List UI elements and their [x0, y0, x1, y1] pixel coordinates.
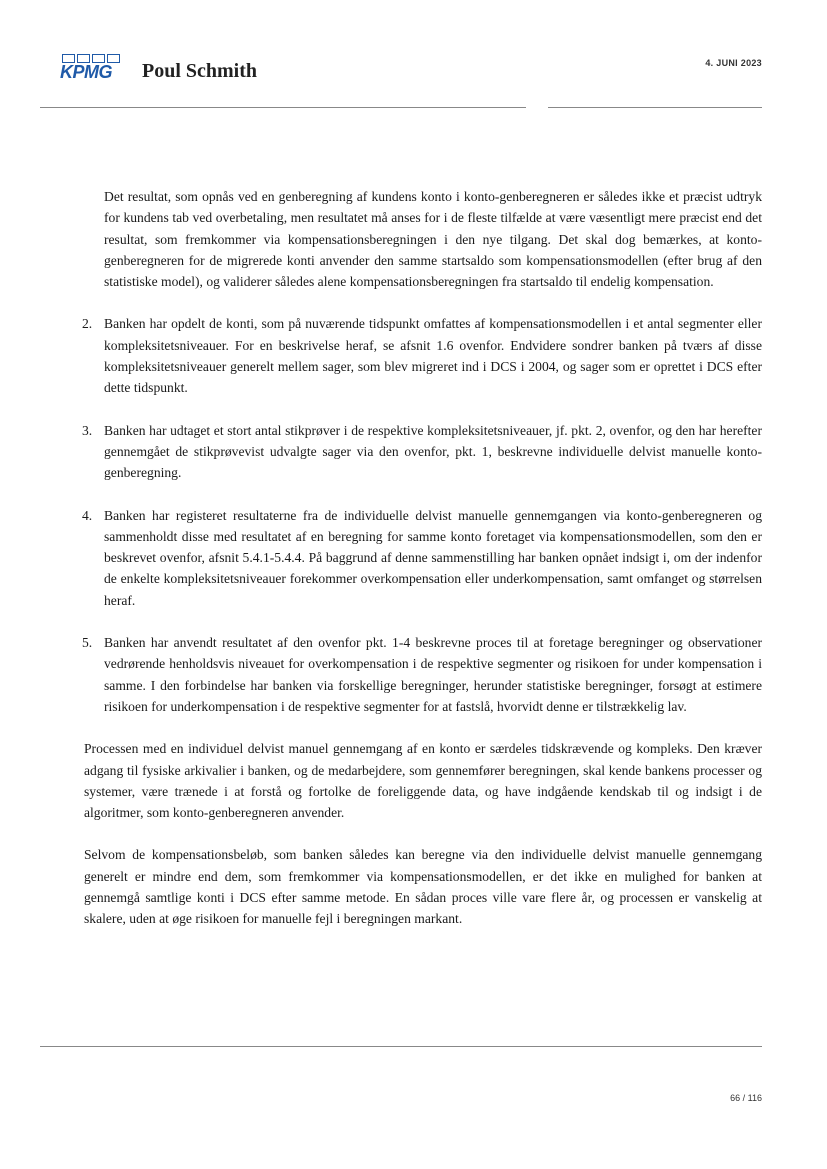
page-header [60, 52, 762, 92]
list-item-number: 2. [82, 316, 93, 332]
header-rule-right [548, 107, 762, 108]
body-paragraph: Processen med en individuel delvist manuel gennemgang af en konto er særdeles tidskrævende og kompleks. Den kræver adgang til fysiske arkivalier i banken, og de medarbejdere, som gennemfører beregningen, skal kende bankens processer og systemer, være trænede i at forstå og fortolke de foreliggende data, og have indgående kendskab til og indsigt i de algoritmer, som konto-genberegneren anvender. [84, 741, 762, 821]
document-body [84, 186, 762, 951]
list-item-text: Banken har udtaget et stort antal stikprøver i de respektive kompleksitetsniveauer, jf. pkt. 2, ovenfor, og den har herefter gennemgået de stikprøvevist udvalgte sager via den ovenfor, pkt. 1, beskrevne individuelle delvist manuelle konto-genberegning. [104, 422, 762, 481]
logo-text: KPMG [60, 62, 112, 82]
list-item-number: 3. [82, 422, 93, 438]
list-item [82, 505, 762, 611]
body-paragraph: Selvom de kompensationsbeløb, som banken således kan beregne via den individuelle delvist manuelle gennemgang generelt er mindre end dem, som fremkommer via kompensationsmodellen, er det ikke en mulighed for banken at gennemgå samtlige konti i DCS efter samme metode. En sådan proces ville vare flere år, og processen er vanskelig at skalere, uden at øge risikoen for manuelle fejl i beregningen markant. [84, 847, 762, 927]
list-item-text: Banken har anvendt resultatet af den ovenfor pkt. 1-4 beskrevne proces til at foretage beregninger og observationer vedrørende henholdsvis niveauet for overkompensation i de respektive segmenter og risikoen for under kompensation i samme. I den forbindelse har banken via forskellige beregninger, herunder statistiske beregninger, forsøgt at estimere risikoen for underkompensation i de respektive segmenter for at fastslå, hvorvidt denne er tilstrækkelig lav. [104, 635, 762, 714]
footer-rule [40, 1046, 762, 1047]
list-item-number: 4. [82, 507, 93, 523]
list-item [82, 313, 762, 398]
list-item-text: Banken har registeret resultaterne fra de individuelle delvist manuelle gennemgangen via konto-genberegneren og sammenholdt disse med resultatet af en beregning for samme konto foretaget via kompensationsmodellen, som den er beskrevet ovenfor, afsnit 5.4.1-5.4.4. På baggrund af denne sammenstilling har banken opnået indsigt i, om der indenfor de enkelte kompleksitetsniveauer forekommer overkompensation eller underkompensation, samt omfanget og størrelsen heraf. [104, 507, 762, 608]
kpmg-logo [60, 52, 122, 82]
list-item [82, 420, 762, 484]
intro-paragraph: Det resultat, som opnås ved en genberegning af kundens konto i konto-genberegneren er således ikke et præcist udtryk for kundens tab ved overbetaling, men resultatet må anses for i de fleste tilfælde at være væsentligt mere præcist end det resultat, som fremkommer via kompensationsberegningen i den nye tilgang. Det skal dog bemærkes, at konto-genberegneren for de migrerede konti anvender den samme startsaldo som kompensationsmodellen (efter brug af den statistiske model), og validerer således alene kompensationsberegningen fra startsaldo til endelig kompensation. [104, 189, 762, 290]
header-rule-left [40, 107, 526, 108]
page-number: 66 / 116 [730, 1093, 762, 1103]
document-date: 4. JUNI 2023 [705, 58, 762, 68]
list-item [82, 632, 762, 717]
list-item-number: 5. [82, 635, 93, 651]
list-item-text: Banken har opdelt de konti, som på nuværende tidspunkt omfattes af kompensationsmodellen i et antal segmenter eller kompleksitetsniveauer. For en beskrivelse heraf, se afsnit 1.6 ovenfor. Endvidere sondrer banken på tværs af disse kompleksitetsniveauer generelt mellem sager, som blev migreret ind i DCS i 2004, og sager som er oprettet i DCS efter dette tidspunkt. [104, 316, 762, 396]
firm-name: Poul Schmith [142, 60, 258, 82]
